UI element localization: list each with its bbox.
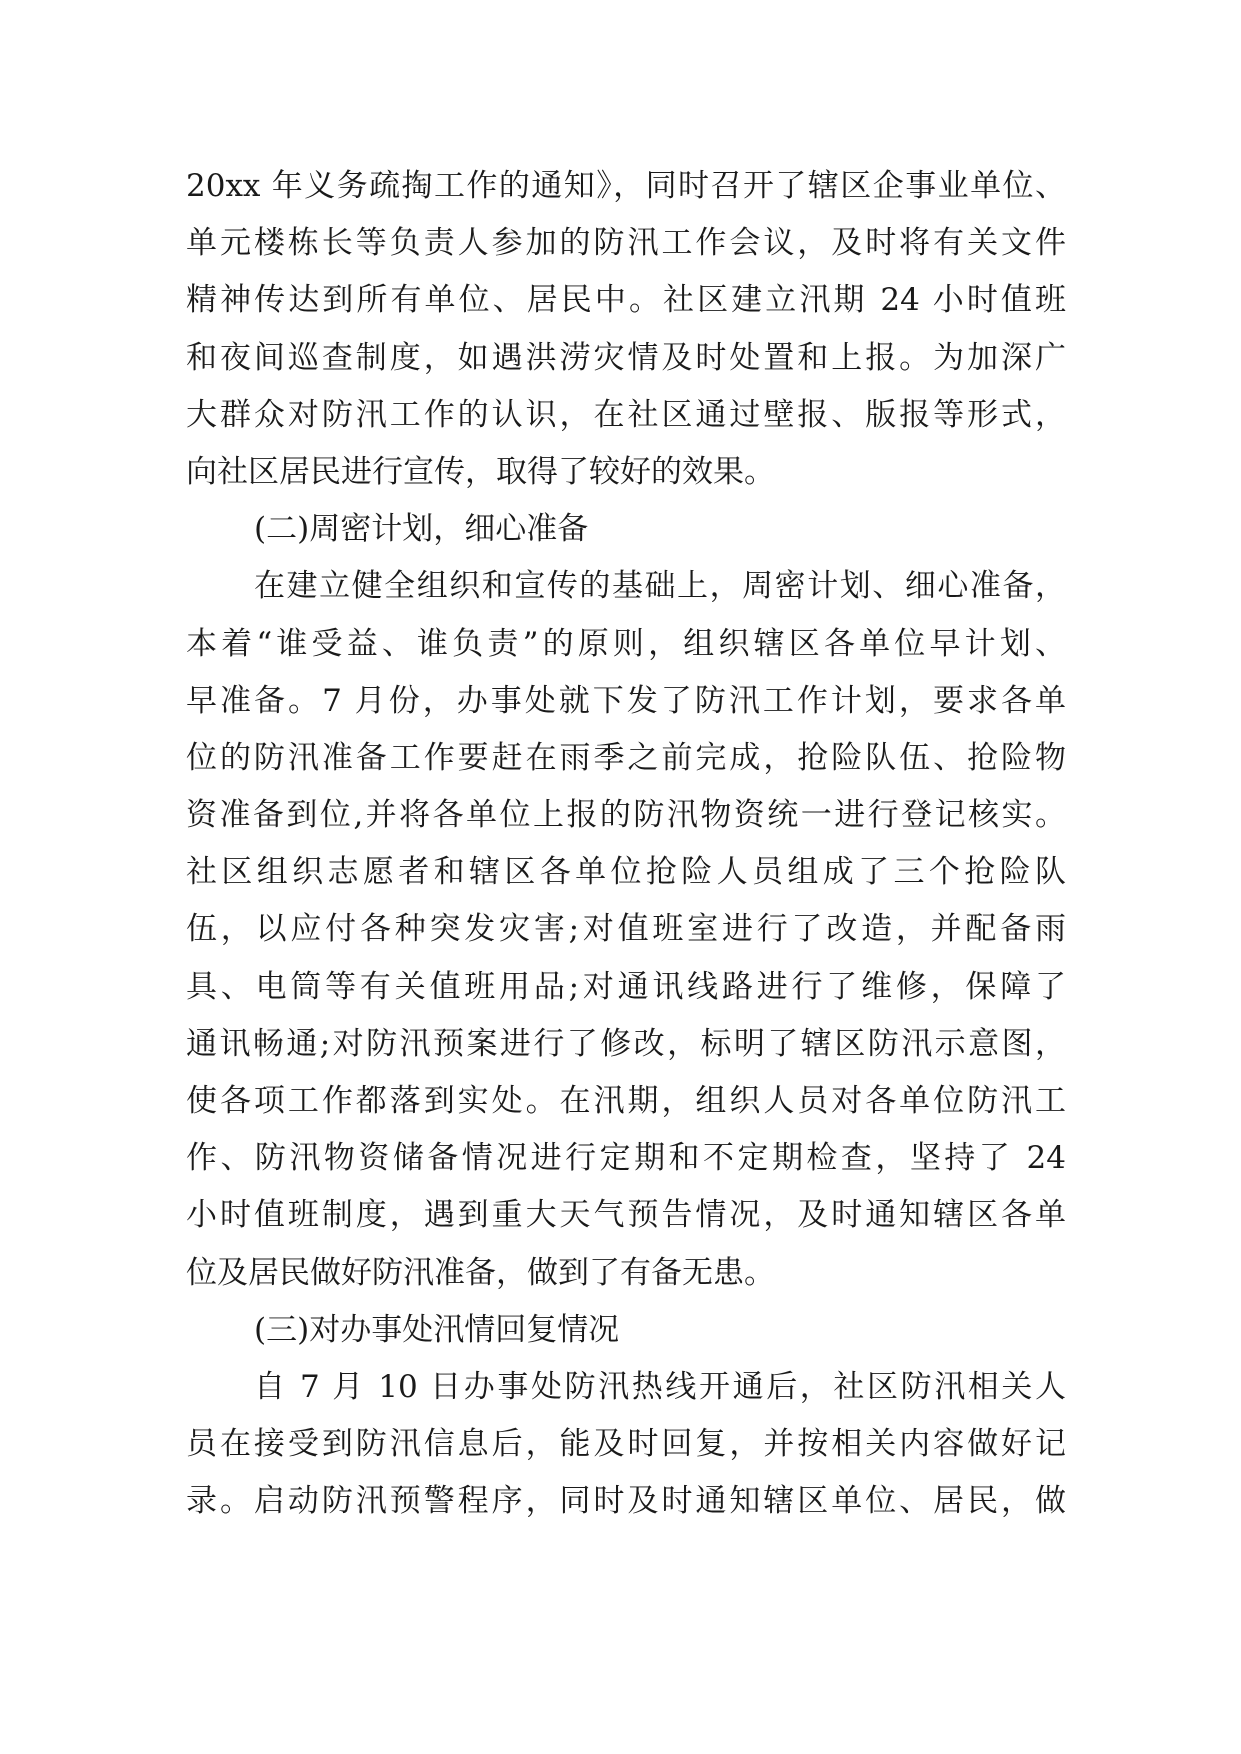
text-line: (三)对办事处汛情回复情况 bbox=[254, 1311, 620, 1348]
text-line: 伍，以应付各种突发灾害;对值班室进行了改造，并配备雨 bbox=[186, 911, 1066, 948]
text-line: 资准备到位,并将各单位上报的防汛物资统一进行登记核实。 bbox=[186, 797, 1066, 834]
text-line: 单元楼栋长等负责人参加的防汛工作会议，及时将有关文件 bbox=[186, 225, 1066, 262]
text-line: 小时值班制度，遇到重大天气预告情况，及时通知辖区各单 bbox=[186, 1197, 1066, 1234]
text-line: 早准备。7 月份，办事处就下发了防汛工作计划，要求各单 bbox=[186, 682, 1066, 719]
text-line: 向社区居民进行宣传，取得了较好的效果。 bbox=[186, 453, 775, 490]
text-line: 和夜间巡查制度，如遇洪涝灾情及时处置和上报。为加深广 bbox=[186, 339, 1066, 376]
text-line: 使各项工作都落到实处。在汛期，组织人员对各单位防汛工 bbox=[186, 1083, 1066, 1119]
text-line: 位及居民做好防汛准备，做到了有备无患。 bbox=[186, 1254, 775, 1291]
text-line: 在建立健全组织和宣传的基础上，周密计划、细心准备， bbox=[254, 568, 1066, 605]
text-line: 本着“谁受益、谁负责”的原则，组织辖区各单位早计划、 bbox=[186, 625, 1066, 662]
text-line: 员在接受到防汛信息后，能及时回复，并按相关内容做好记 bbox=[186, 1426, 1066, 1463]
text-line: 录。启动防汛预警程序，同时及时通知辖区单位、居民，做 bbox=[186, 1483, 1066, 1520]
text-line: 通讯畅通;对防汛预案进行了修改，标明了辖区防汛示意图， bbox=[186, 1025, 1066, 1062]
text-line: 大群众对防汛工作的认识，在社区通过壁报、版报等形式， bbox=[186, 396, 1066, 433]
document-body bbox=[186, 158, 1066, 1531]
text-line: 精神传达到所有单位、居民中。社区建立汛期 24 小时值班 bbox=[186, 282, 1066, 319]
text-line: 具、电筒等有关值班用品;对通讯线路进行了维修，保障了 bbox=[186, 968, 1066, 1005]
text-line: 社区组织志愿者和辖区各单位抢险人员组成了三个抢险队 bbox=[186, 854, 1066, 891]
text-line: (二)周密计划，细心准备 bbox=[254, 511, 589, 548]
text-line: 自 7 月 10 日办事处防汛热线开通后，社区防汛相关人 bbox=[254, 1368, 1066, 1405]
text-line: 位的防汛准备工作要赶在雨季之前完成，抢险队伍、抢险物 bbox=[186, 739, 1066, 776]
text-line: 作、防汛物资储备情况进行定期和不定期检查，坚持了 24 bbox=[186, 1140, 1066, 1177]
text-line: 20xx 年义务疏掏工作的通知》，同时召开了辖区企事业单位、 bbox=[186, 168, 1066, 204]
